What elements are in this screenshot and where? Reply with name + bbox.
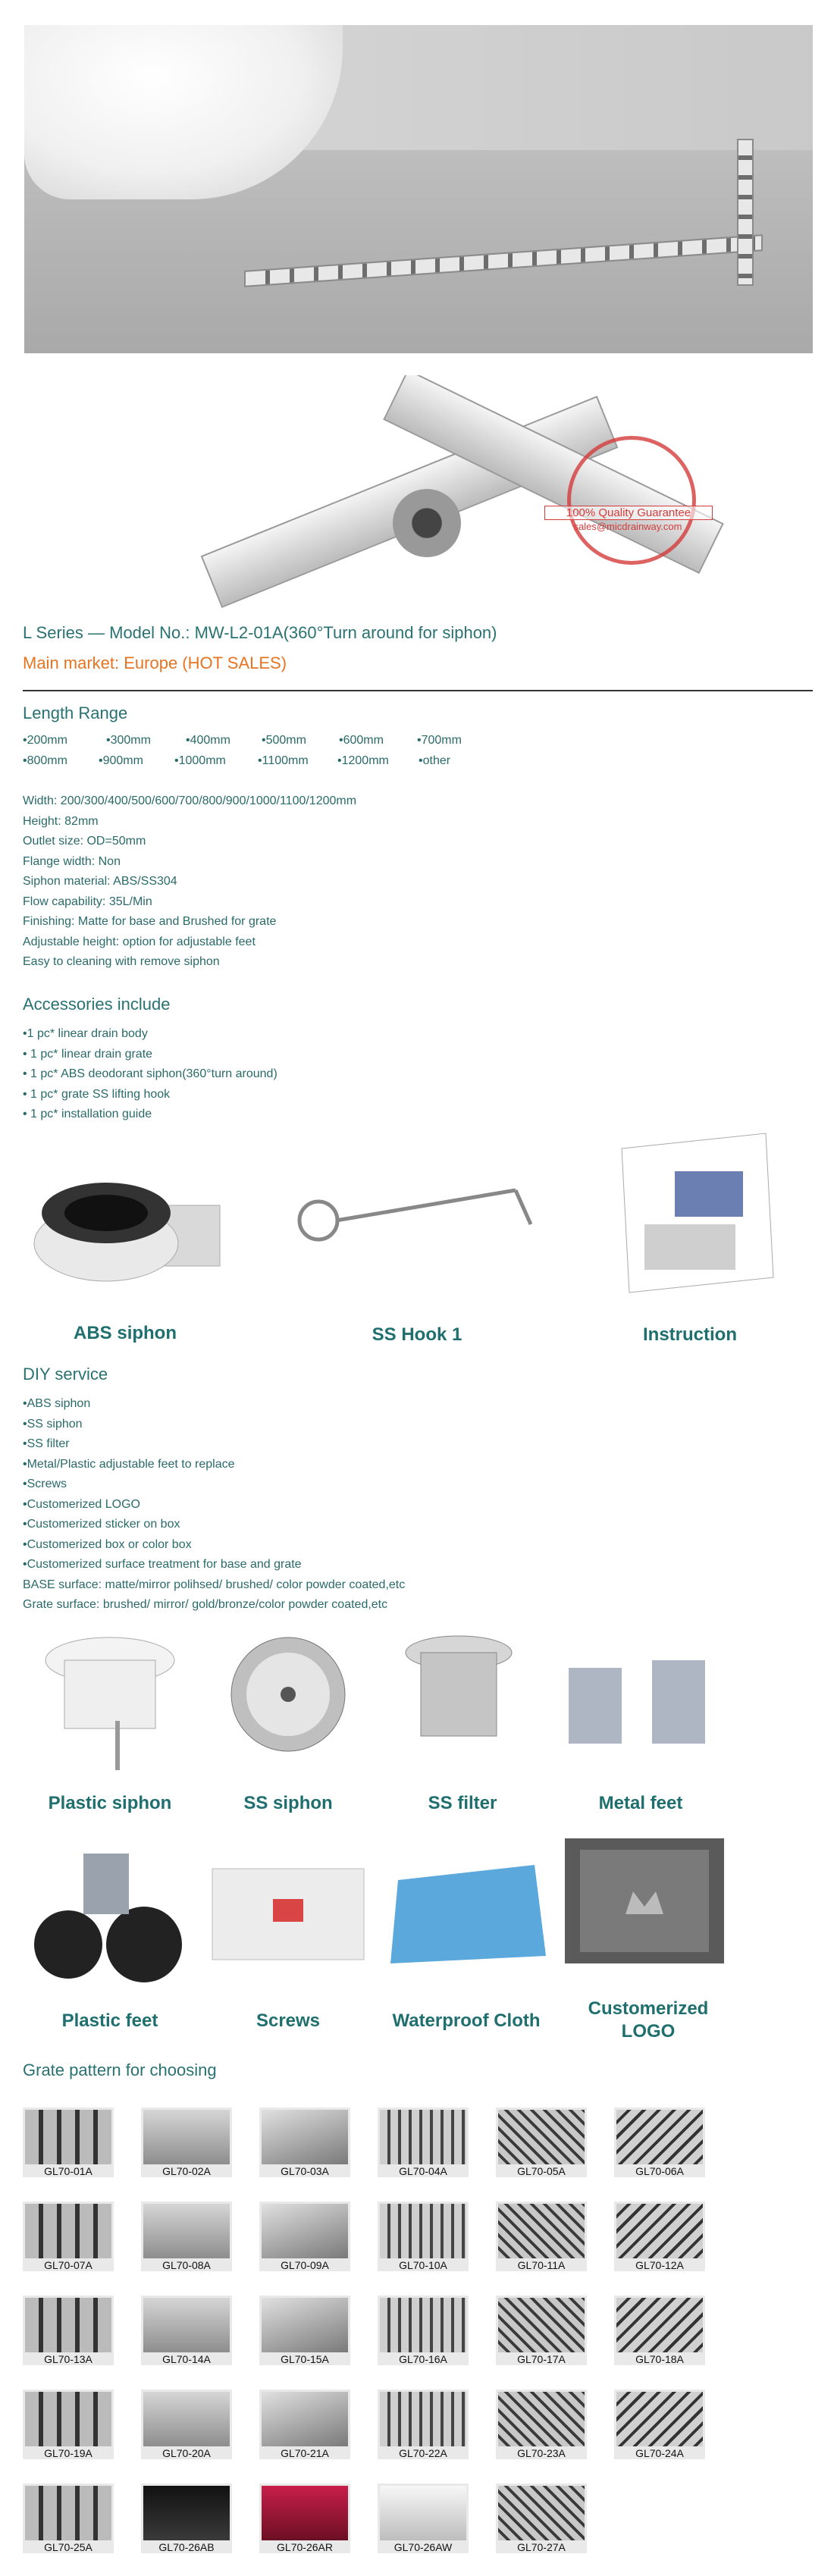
grate-pattern-gl70-02a[interactable] <box>141 2107 232 2177</box>
plastic-siphon-icon <box>34 1630 186 1778</box>
grate-pattern-label: GL70-11A <box>517 2259 566 2271</box>
grate-pattern-label: GL70-08A <box>162 2259 211 2271</box>
grate-pattern-label: GL70-10A <box>399 2259 447 2271</box>
diy-item: •Customerized LOGO <box>23 1497 140 1511</box>
grate-pattern-image <box>498 2298 585 2352</box>
grate-pattern-label: GL70-03A <box>281 2165 329 2177</box>
length-option: •1200mm <box>337 754 389 767</box>
manual-icon <box>599 1126 781 1300</box>
grate-pattern-label: GL70-23A <box>517 2447 566 2459</box>
grate-pattern-image <box>498 2392 585 2446</box>
grate-pattern-gl70-06a[interactable] <box>614 2107 705 2177</box>
grate-pattern-label: GL70-20A <box>162 2447 211 2459</box>
grate-pattern-label: GL70-17A <box>517 2353 566 2365</box>
grate-pattern-image <box>143 2110 230 2164</box>
caption-waterproof-cloth: Waterproof Cloth <box>392 2010 541 2031</box>
bathroom-photo <box>24 25 813 353</box>
floor-drain-horizontal <box>244 234 763 287</box>
grate-pattern-gl70-08a[interactable] <box>141 2202 232 2271</box>
grate-pattern-image <box>25 2392 111 2446</box>
customized-logo-image <box>565 1838 724 1963</box>
grate-pattern-image <box>143 2204 230 2258</box>
grate-pattern-image <box>143 2298 230 2352</box>
metal-feet-icon <box>553 1645 728 1763</box>
spec-item: Adjustable height: option for adjustable feet <box>23 935 256 948</box>
grate-pattern-image <box>25 2486 111 2540</box>
spec-item: Height: 82mm <box>23 814 99 828</box>
grate-pattern-image <box>25 2110 111 2164</box>
caption-screws: Screws <box>256 2010 321 2031</box>
grate-pattern-image <box>616 2110 703 2164</box>
quality-stamp <box>567 436 696 565</box>
length-option: •400mm <box>186 734 230 747</box>
metal-feet-image <box>553 1645 728 1763</box>
grate-pattern-label: GL70-04A <box>399 2165 447 2177</box>
length-option: •600mm <box>339 734 384 747</box>
grate-pattern-image <box>262 2204 348 2258</box>
abs-siphon-icon <box>23 1152 227 1289</box>
grate-pattern-gl70-26ab[interactable] <box>141 2484 232 2553</box>
grate-pattern-label: GL70-26AR <box>277 2541 333 2553</box>
grate-pattern-gl70-13a[interactable] <box>23 2296 114 2365</box>
grate-pattern-image <box>616 2298 703 2352</box>
accessory-item: • 1 pc* grate SS lifting hook <box>23 1087 171 1101</box>
grate-pattern-gl70-18a[interactable] <box>614 2296 705 2365</box>
spec-item: Finishing: Matte for base and Brushed for grate <box>23 915 277 928</box>
diy-item: Grate surface: brushed/ mirror/ gold/bronze/color powder coated,etc <box>23 1598 388 1611</box>
grate-pattern-gl70-21a[interactable] <box>259 2390 350 2459</box>
ss-hook-image <box>288 1167 546 1274</box>
screws-icon <box>205 1854 372 1975</box>
screws-image <box>205 1854 372 1975</box>
grate-pattern-label: GL70-13A <box>44 2353 92 2365</box>
accessory-item: • 1 pc* installation guide <box>23 1108 152 1120</box>
market-line: Main market: Europe (HOT SALES) <box>23 653 287 672</box>
accessory-item: •1 pc* linear drain body <box>23 1027 148 1040</box>
grate-pattern-label: GL70-07A <box>44 2259 92 2271</box>
grate-pattern-gl70-25a[interactable] <box>23 2484 114 2553</box>
grate-pattern-image <box>380 2486 466 2540</box>
stamp-email-text: sales@micdrainway.com <box>573 521 682 532</box>
plastic-feet-image <box>23 1838 197 1990</box>
waterproof-cloth-image <box>383 1857 550 1971</box>
spec-item: Flow capability: 35L/Min <box>23 895 152 908</box>
toilet-image <box>24 25 343 199</box>
grate-pattern-image <box>498 2204 585 2258</box>
grate-pattern-gl70-11a[interactable] <box>496 2202 587 2271</box>
length-option: •other <box>419 754 451 767</box>
grate-pattern-image <box>498 2486 585 2540</box>
ss-siphon-image <box>224 1630 353 1770</box>
plastic-siphon-image <box>34 1630 186 1778</box>
length-option: •500mm <box>262 734 306 747</box>
diy-item: •Customerized sticker on box <box>23 1518 180 1531</box>
length-option: •1000mm <box>174 754 226 767</box>
grate-pattern-label: GL70-12A <box>635 2259 684 2271</box>
grate-pattern-gl70-27a[interactable] <box>496 2484 587 2553</box>
grate-pattern-gl70-01a[interactable] <box>23 2107 114 2177</box>
diy-item: •Customerized surface treatment for base and grate <box>23 1558 302 1571</box>
accessories-title: Accessories include <box>23 995 171 1014</box>
caption-abs-siphon: ABS siphon <box>74 1323 177 1343</box>
diy-item: •Screws <box>23 1478 67 1490</box>
diy-item: •Metal/Plastic adjustable feet to replace <box>23 1457 235 1471</box>
abs-siphon-image <box>23 1152 227 1289</box>
logo-crown-icon <box>565 1838 724 1963</box>
grate-pattern-label: GL70-22A <box>399 2447 447 2459</box>
length-option: •200mm <box>23 734 67 747</box>
grate-pattern-image <box>498 2110 585 2164</box>
floor-drain-vertical <box>737 139 754 286</box>
grate-pattern-gl70-04a[interactable] <box>378 2107 469 2177</box>
model-line: L Series — Model No.: MW-L2-01A(360°Turn around for siphon) <box>23 623 497 642</box>
diy-item: •Customerized box or color box <box>23 1537 192 1551</box>
accessory-item: • 1 pc* ABS deodorant siphon(360°turn around) <box>23 1067 277 1080</box>
caption-plastic-feet: Plastic feet <box>61 2010 158 2031</box>
grate-pattern-label: GL70-16A <box>399 2353 447 2365</box>
length-option: •900mm <box>99 754 143 767</box>
spec-item: Easy to cleaning with remove siphon <box>23 955 220 968</box>
ss-filter-image <box>398 1630 519 1759</box>
grate-pattern-label: GL70-01A <box>44 2165 92 2177</box>
grate-pattern-label: GL70-19A <box>44 2447 92 2459</box>
caption-plastic-siphon: Plastic siphon <box>48 1793 172 1813</box>
grate-pattern-gl70-03a[interactable] <box>259 2107 350 2177</box>
ss-siphon-icon <box>224 1630 353 1770</box>
grate-pattern-image <box>380 2110 466 2164</box>
instruction-image <box>599 1126 781 1300</box>
grate-pattern-label: GL70-24A <box>635 2447 684 2459</box>
grate-pattern-label: GL70-09A <box>281 2259 329 2271</box>
grate-pattern-label: GL70-02A <box>162 2165 211 2177</box>
grate-pattern-label: GL70-15A <box>281 2353 329 2365</box>
grate-pattern-gl70-20a[interactable] <box>141 2390 232 2459</box>
grate-pattern-gl70-26aw[interactable] <box>378 2484 469 2553</box>
spec-item: Siphon material: ABS/SS304 <box>23 875 177 888</box>
grate-pattern-gl70-16a[interactable] <box>378 2296 469 2365</box>
grate-pattern-image <box>262 2392 348 2446</box>
caption-metal-feet: Metal feet <box>598 1793 683 1813</box>
grate-pattern-gl70-09a[interactable] <box>259 2202 350 2271</box>
grate-pattern-image <box>25 2298 111 2352</box>
divider <box>23 690 813 691</box>
grate-pattern-image <box>143 2392 230 2446</box>
grate-pattern-label: GL70-05A <box>517 2165 566 2177</box>
length-option: •800mm <box>23 754 67 767</box>
grate-pattern-image <box>143 2486 230 2540</box>
hook-icon <box>288 1167 546 1274</box>
grate-pattern-gl70-10a[interactable] <box>378 2202 469 2271</box>
grate-title: Grate pattern for choosing <box>23 2060 217 2079</box>
accessory-item: • 1 pc* linear drain grate <box>23 1047 153 1061</box>
grate-pattern-label: GL70-14A <box>162 2353 211 2365</box>
length-range-title: Length Range <box>23 704 128 722</box>
grate-pattern-gl70-12a[interactable] <box>614 2202 705 2271</box>
grate-pattern-label: GL70-25A <box>44 2541 92 2553</box>
grate-pattern-label: GL70-27A <box>517 2541 566 2553</box>
diy-item: •SS siphon <box>23 1417 83 1431</box>
cloth-icon <box>383 1857 550 1971</box>
diy-title: DIY service <box>23 1365 108 1384</box>
grate-pattern-image <box>262 2110 348 2164</box>
grate-pattern-image <box>380 2204 466 2258</box>
grate-pattern-gl70-14a[interactable] <box>141 2296 232 2365</box>
grate-pattern-gl70-26ar[interactable] <box>259 2484 350 2553</box>
grate-pattern-image <box>380 2298 466 2352</box>
drain-outlet-pipe <box>393 489 461 557</box>
l-drain-photo <box>105 375 731 610</box>
caption-ss-hook: SS Hook 1 <box>372 1324 462 1345</box>
length-option: •300mm <box>106 734 151 747</box>
grate-pattern-label: GL70-26AB <box>158 2541 215 2553</box>
diy-item: BASE surface: matte/mirror polihsed/ brushed/ color powder coated,etc <box>23 1578 406 1591</box>
caption-instruction: Instruction <box>643 1324 737 1345</box>
caption-customized-logo: Customerized LOGO <box>588 1998 709 2042</box>
length-option: •700mm <box>417 734 462 747</box>
grate-pattern-gl70-19a[interactable] <box>23 2390 114 2459</box>
grate-pattern-image <box>262 2298 348 2352</box>
grate-pattern-label: GL70-06A <box>635 2165 684 2177</box>
diy-item: •ABS siphon <box>23 1397 91 1410</box>
length-option: •1100mm <box>258 754 309 767</box>
grate-pattern-gl70-24a[interactable] <box>614 2390 705 2459</box>
caption-ss-siphon: SS siphon <box>243 1793 333 1813</box>
grate-pattern-gl70-23a[interactable] <box>496 2390 587 2459</box>
plastic-feet-icon <box>23 1838 197 1990</box>
grate-pattern-label: GL70-26AW <box>393 2541 453 2553</box>
spec-item: Outlet size: OD=50mm <box>23 835 146 848</box>
grate-pattern-image <box>616 2204 703 2258</box>
grate-pattern-image <box>616 2392 703 2446</box>
grate-pattern-image <box>25 2204 111 2258</box>
grate-pattern-gl70-15a[interactable] <box>259 2296 350 2365</box>
grate-pattern-gl70-07a[interactable] <box>23 2202 114 2271</box>
grate-pattern-image <box>380 2392 466 2446</box>
filter-icon <box>398 1630 519 1759</box>
grate-pattern-label: GL70-21A <box>281 2447 329 2459</box>
spec-item: Flange width: Non <box>23 854 121 868</box>
grate-pattern-gl70-17a[interactable] <box>496 2296 587 2365</box>
spec-item: Width: 200/300/400/500/600/700/800/900/1000/1100/1200mm <box>23 794 357 807</box>
grate-pattern-gl70-05a[interactable] <box>496 2107 587 2177</box>
stamp-guarantee-text: 100% Quality Guarantee <box>544 506 713 520</box>
grate-pattern-label: GL70-18A <box>635 2353 684 2365</box>
grate-pattern-image <box>262 2486 348 2540</box>
caption-ss-filter: SS filter <box>428 1793 497 1813</box>
diy-item: •SS filter <box>23 1437 70 1450</box>
grate-pattern-gl70-22a[interactable] <box>378 2390 469 2459</box>
